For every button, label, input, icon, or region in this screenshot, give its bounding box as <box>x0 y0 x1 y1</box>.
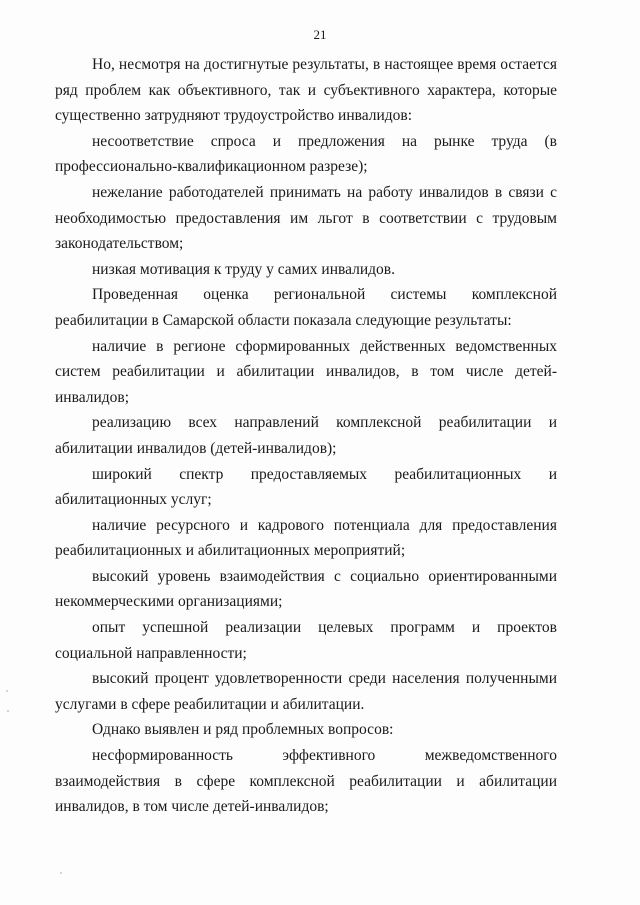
scan-artifact <box>6 690 8 692</box>
scan-artifact <box>7 710 9 712</box>
paragraph-issues-intro: Однако выявлен и ряд проблемных вопросов: <box>92 721 394 739</box>
paragraph-problem-3: низкая мотивация к труду у самих инвалидов. <box>92 260 395 278</box>
paragraph-issue-1: несформированность эффективного межведомственного взаимодействия в сфере комплексной реабилитации и абилитации инвалидов, в том числе детей-инвалидов; <box>55 747 557 816</box>
paragraph-intro: Но, несмотря на достигнутые результаты, в настоящее время остается ряд проблем как объективного, так и субъективного характера, которые существенно затрудняют трудоустройство инвалидов: <box>55 56 557 125</box>
paragraph-assessment: Проведенная оценка региональной системы комплексной реабилитации в Самарской области показала следующие результаты: <box>55 286 557 329</box>
page-number: 21 <box>313 27 327 42</box>
paragraph-result-4: наличие ресурсного и кадрового потенциала для предоставления реабилитационных и абилитационных мероприятий; <box>55 516 557 560</box>
paragraph-result-3: широкий спектр предоставляемых реабилитационных и абилитационных услуг; <box>55 465 557 509</box>
paragraph-result-2: реализацию всех направлений комплексной реабилитации и абилитации инвалидов (детей-инвалидов); <box>55 414 557 457</box>
paragraph-result-5: высокий уровень взаимодействия с социально ориентированными некоммерческими организациями; <box>55 567 557 611</box>
paragraph-result-1: наличие в регионе сформированных действенных ведомственных систем реабилитации и абилитации инвалидов, в том числе детей-инвалидов; <box>55 337 557 406</box>
paragraph-problem-2: нежелание работодателей принимать на работу инвалидов в связи с необходимостью предоставления им льгот в соответствии с трудовым законодательством; <box>55 183 557 253</box>
paragraph-problem-1: несоответствие спроса и предложения на рынке труда (в профессионально-квалификационном разрезе); <box>55 132 557 176</box>
document-body <box>55 52 557 820</box>
paragraph-result-7: высокий процент удовлетворенности среди населения полученными услугами в сфере реабилитации и абилитации. <box>55 670 557 713</box>
paragraph-result-6: опыт успешной реализации целевых программ и проектов социальной направленности; <box>55 619 557 662</box>
scan-artifact <box>60 872 62 874</box>
